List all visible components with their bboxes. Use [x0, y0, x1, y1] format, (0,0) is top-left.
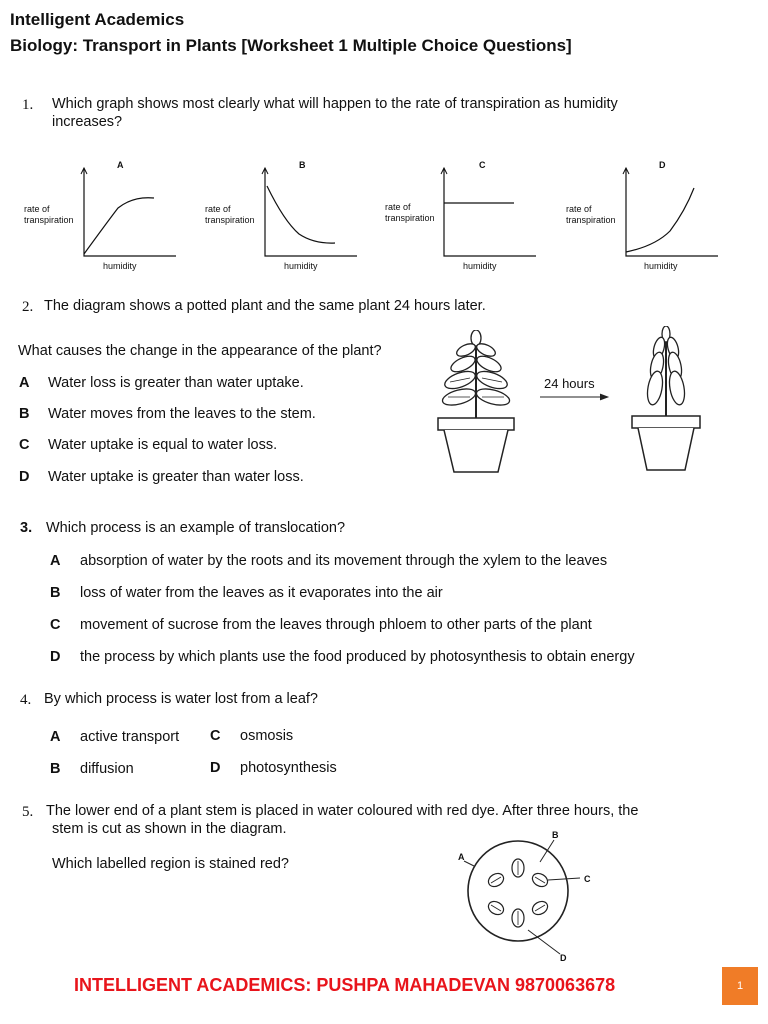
q1-text-line1: Which graph shows most clearly what will happen to the rate of transpiration as humidity [52, 96, 618, 112]
page-number: 1 [722, 967, 758, 1005]
graph-d-xlabel: humidity [644, 261, 678, 271]
label-c: C [584, 874, 591, 884]
q2-option-d: Water uptake is greater than water loss. [48, 469, 304, 485]
q3-option-d: the process by which plants use the food produced by photosynthesis to obtain energy [80, 649, 635, 665]
q1-text-line2: increases? [52, 114, 123, 130]
q5-number: 5. [22, 804, 34, 820]
q3-option-a: absorption of water by the roots and its movement through the xylem to the leaves [80, 553, 608, 569]
q5-subquestion: Which labelled region is stained red? [52, 856, 289, 872]
label-d: D [560, 953, 567, 963]
q4-option-b-letter: B [50, 761, 61, 777]
q5-text-line1: The lower end of a plant stem is placed in water coloured with red dye. After three hours, the [46, 803, 639, 819]
label-a: A [458, 852, 465, 862]
graph-a-ylabel2: transpiration [24, 215, 74, 225]
q3-option-c: movement of sucrose from the leaves through phloem to other parts of the plant [80, 617, 592, 633]
q3-option-c-letter: C [50, 617, 61, 633]
q3-option-d-letter: D [50, 649, 61, 665]
q4-option-d-letter: D [210, 760, 221, 776]
graph-c [438, 166, 538, 258]
q4-option-b: diffusion [80, 761, 134, 777]
plant-before-icon [432, 330, 520, 475]
q5-text-line2: stem is cut as shown in the diagram. [52, 821, 287, 837]
graph-c-ylabel: rate of [385, 202, 411, 212]
q4-option-a-letter: A [50, 729, 61, 745]
graph-a-curve [84, 198, 154, 254]
q2-option-c: Water uptake is equal to water loss. [48, 437, 278, 453]
q1-graphs [20, 152, 740, 282]
q2-option-a: Water loss is greater than water uptake. [48, 375, 304, 391]
q2-option-b: Water moves from the leaves to the stem. [48, 406, 316, 422]
header-title: Intelligent Academics [10, 10, 185, 29]
graph-d-letter: D [659, 160, 666, 170]
graph-b-xlabel: humidity [284, 261, 318, 271]
q3-number: 3. [20, 520, 33, 536]
q4-option-c: osmosis [240, 728, 294, 744]
plant-after-icon [628, 326, 704, 472]
graph-c-xlabel: humidity [463, 261, 497, 271]
q3-option-b: loss of water from the leaves as it evaporates into the air [80, 585, 443, 601]
q3-text: Which process is an example of translocation? [46, 520, 346, 536]
q2-option-a-letter: A [19, 375, 30, 391]
graph-a-xlabel: humidity [103, 261, 137, 271]
graph-a-ylabel: rate of [24, 204, 50, 214]
q2-number: 2. [22, 299, 34, 315]
q4-option-c-letter: C [210, 728, 221, 744]
q2-option-b-letter: B [19, 406, 30, 422]
graph-c-ylabel2: transpiration [385, 213, 435, 223]
stem-cross-section-diagram [452, 828, 602, 964]
q3-option-a-letter: A [50, 553, 61, 569]
worksheet-title: Biology: Transport in Plants [Worksheet 1 Multiple Choice Questions] [10, 36, 572, 55]
q4-option-d: photosynthesis [240, 760, 337, 776]
q1-number: 1. [22, 97, 34, 113]
arrow-label: 24 hours [544, 376, 595, 391]
graph-c-letter: C [479, 160, 486, 170]
graph-b-ylabel: rate of [205, 204, 231, 214]
label-a-line [464, 861, 474, 866]
graph-a-letter: A [117, 160, 124, 170]
graph-b-curve [267, 186, 335, 243]
graph-b-ylabel2: transpiration [205, 215, 255, 225]
q2-subquestion: What causes the change in the appearance of the plant? [18, 343, 382, 359]
q2-option-d-letter: D [19, 469, 30, 485]
q2-option-c-letter: C [19, 437, 30, 453]
label-b: B [552, 830, 559, 840]
graph-b-letter: B [299, 160, 306, 170]
q2-text: The diagram shows a potted plant and the same plant 24 hours later. [44, 298, 486, 314]
arrow-icon [538, 392, 612, 402]
graph-d-ylabel: rate of [566, 204, 592, 214]
graph-b [259, 166, 359, 258]
q4-option-a: active transport [80, 729, 180, 745]
footer-text: INTELLIGENT ACADEMICS: PUSHPA MAHADEVAN 9870063678 [74, 975, 616, 995]
q4-text: By which process is water lost from a leaf? [44, 691, 318, 707]
graph-d-curve [626, 188, 694, 252]
q4-number: 4. [20, 692, 32, 708]
q3-option-b-letter: B [50, 585, 61, 601]
graph-d-ylabel2: transpiration [566, 215, 616, 225]
graph-d [620, 166, 720, 258]
graph-a [78, 166, 178, 258]
